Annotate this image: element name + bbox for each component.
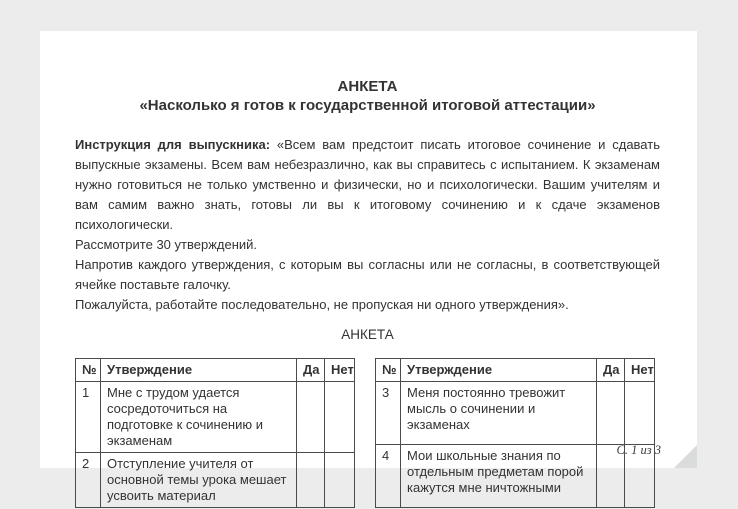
statement-number: 3 [376, 382, 401, 445]
note-sequential: Пожалуйста, работайте последовательно, не пропуская ни одного утверждения». [75, 297, 569, 312]
answer-cell-no [325, 453, 355, 508]
statements-table-left [75, 358, 355, 508]
statement-number: 4 [376, 445, 401, 508]
page-curl-icon [674, 445, 697, 468]
document-subtitle: «Насколько я готов к государственной итоговой аттестации» [139, 97, 596, 114]
col-header-no: Нет [625, 359, 655, 382]
page-content [40, 31, 697, 508]
document-title: АНКЕТА [337, 78, 398, 95]
table-row [376, 445, 655, 508]
document-page [40, 31, 697, 503]
table-header-row [76, 359, 355, 382]
note-consider-statements: Рассмотрите 30 утверждений. [75, 237, 258, 252]
col-header-statement: Утверждение [101, 359, 297, 382]
answer-cell-yes [297, 382, 325, 453]
col-header-number: № [376, 359, 401, 382]
col-header-no: Нет [325, 359, 355, 382]
answer-cell-yes [297, 453, 325, 508]
col-header-yes: Да [597, 359, 625, 382]
answer-cell-no [625, 382, 655, 445]
statements-tables [75, 358, 660, 508]
statement-number: 2 [76, 453, 101, 508]
instruction-label: Инструкция для выпускника: [75, 137, 271, 152]
table-row [376, 382, 655, 445]
instruction-text: «Всем вам предстоит писать итоговое сочинение и сдавать выпускные экзамены. Всем вам небезразлично, как вы справитесь с испытанием. К экзаменам нужно готовиться не только умственно и физически, но и психологически. Вашим учителям и вам самим важно знать, готовы ли вы к итоговому сочинению и к сдаче экзаменов психологически. [75, 137, 660, 232]
answer-cell-no [325, 382, 355, 453]
instruction-paragraph [75, 135, 660, 235]
statement-text: Отступление учителя от основной темы урока мешает усвоить материал [101, 453, 297, 508]
table-header-row [376, 359, 655, 382]
statement-text: Мне с трудом удается сосредоточиться на подготовке к сочинению и экзаменам [101, 382, 297, 453]
page-number: С. 1 из 3 [616, 443, 661, 457]
statement-text: Меня постоянно тревожит мысль о сочинении и экзаменах [401, 382, 597, 445]
table-row [76, 453, 355, 508]
table-row [76, 382, 355, 453]
statement-text: Мои школьные знания по отдельным предметам порой кажутся мне ничтожными [401, 445, 597, 508]
col-header-statement: Утверждение [401, 359, 597, 382]
answer-cell-yes [597, 382, 625, 445]
statements-table-right [375, 358, 655, 508]
col-header-number: № [76, 359, 101, 382]
questionnaire-section-title: АНКЕТА [341, 327, 394, 342]
col-header-yes: Да [297, 359, 325, 382]
statement-number: 1 [76, 382, 101, 453]
note-checkmark: Напротив каждого утверждения, с которым вы согласны или не согласны, в соответствующей ячейке поставьте галочку. [75, 257, 660, 292]
